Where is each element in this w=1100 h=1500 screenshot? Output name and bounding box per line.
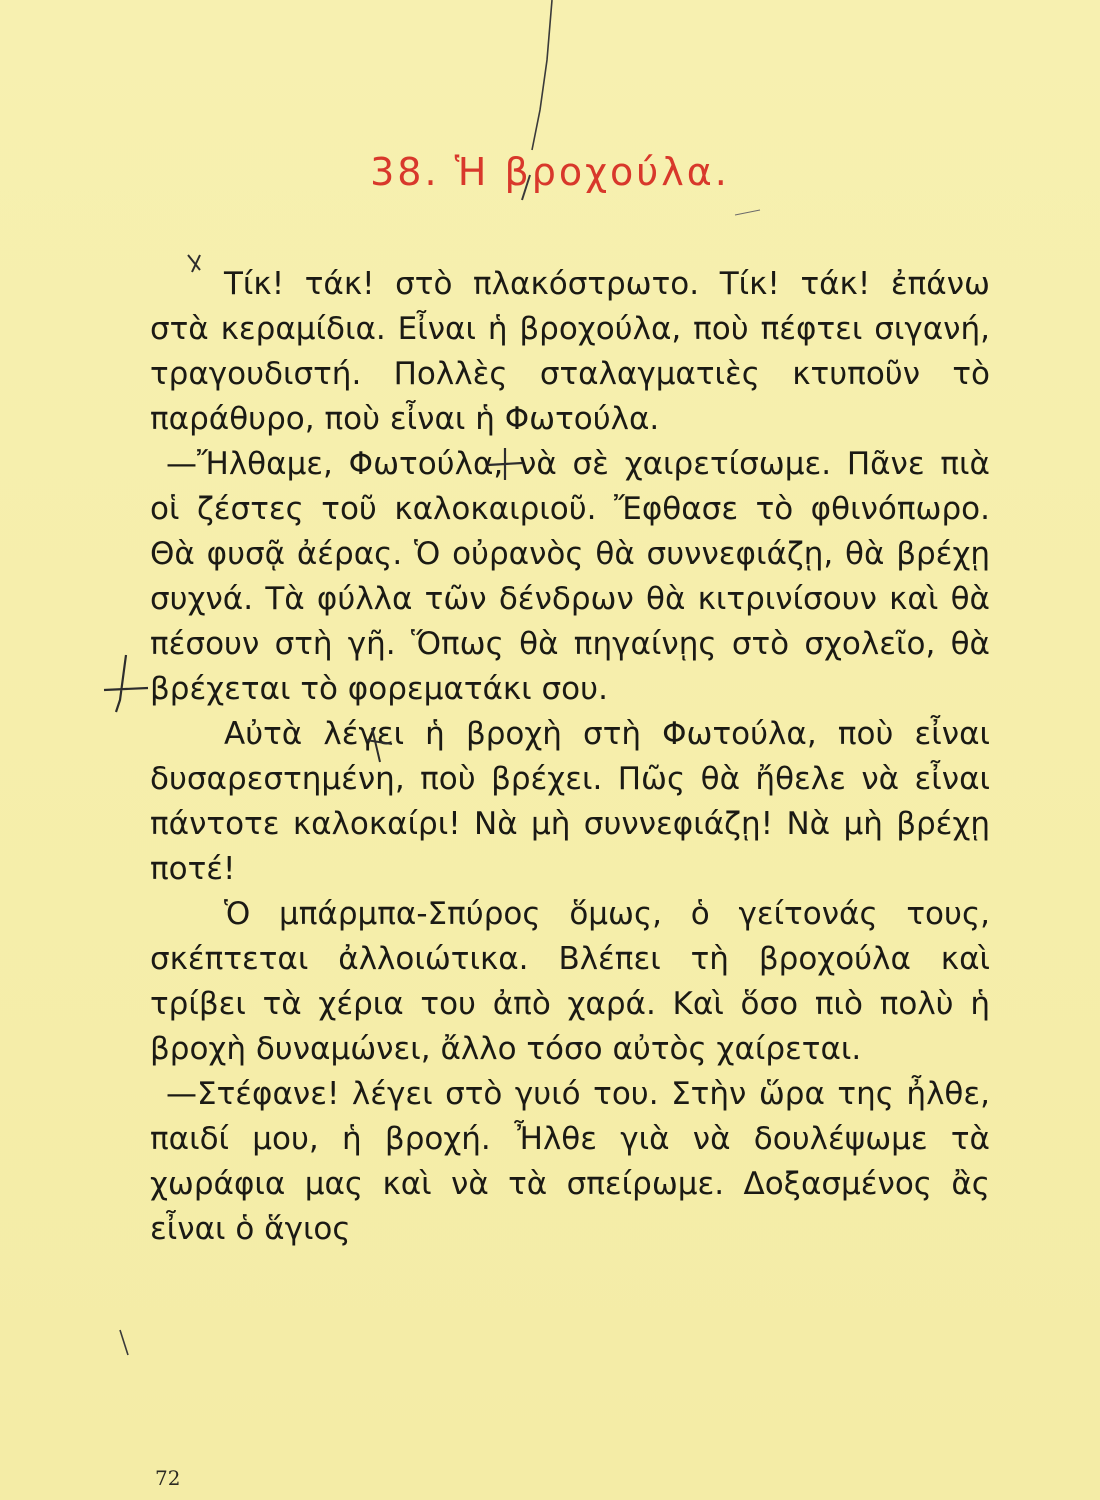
pencil-tick-left: [120, 1330, 128, 1355]
pencil-dagger-margin: [104, 655, 148, 712]
paragraph-3: Αὐτὰ λέγει ἡ βροχὴ στὴ Φωτούλα, ποὺ εἶναι δυσαρεστημένη, ποὺ βρέχει. Πῶς θὰ ἤθελε νὰ εἶναι πάντοτε καλοκαίρι! Νὰ μὴ συννεφιάζῃ! Νὰ μὴ βρέχῃ ποτέ!: [150, 716, 990, 887]
paragraph-2: —Ἤλθαμε, Φωτούλα, νὰ σὲ χαιρετίσωμε. Πᾶνε πιὰ οἱ ζέστες τοῦ καλοκαιριοῦ. Ἔφθασε τὸ φθινόπωρο. Θὰ φυσᾷ ἀέρας. Ὁ οὐρανὸς θὰ συννεφιάζῃ, θὰ βρέχῃ συχνά. Τὰ φύλλα τῶν δένδρων θὰ κιτρινίσουν καὶ θὰ πέσουν στὴ γῆ. Ὅπως θὰ πηγαίνῃς στὸ σχολεῖο, θὰ βρέχεται τὸ φορεματάκι σου.: [150, 446, 990, 707]
page-number: 72: [155, 1466, 181, 1490]
paragraph-1: Τίκ! τάκ! στὸ πλακόστρωτο. Τίκ! τάκ! ἐπάνω στὰ κεραμίδια. Εἶναι ἡ βροχούλα, ποὺ πέφτει σιγανή, τραγουδιστή. Πολλὲς σταλαγματιὲς κτυποῦν τὸ παράθυρο, ποὺ εἶναι ἡ Φωτούλα.: [150, 266, 990, 437]
body-text: [150, 262, 990, 1252]
paragraph-4: Ὁ μπάρμπα-Σπύρος ὅμως, ὁ γείτονάς τους, σκέπτεται ἀλλοιώτικα. Βλέπει τὴ βροχούλα καὶ τρίβει τὰ χέρια του ἀπὸ χαρά. Καὶ ὅσο πιὸ πολὺ ἡ βροχὴ δυναμώνει, ἄλλο τόσο αὐτὸς χαίρεται.: [150, 896, 990, 1067]
paragraph-5: —Στέφανε! λέγει στὸ γυιό του. Στὴν ὥρα της ἦλθε, παιδί μου, ἡ βροχή. Ἦλθε γιὰ νὰ δουλέψωμε τὰ χωράφια μας καὶ νὰ τὰ σπείρωμε. Δοξασμένος ἂς εἶναι ὁ ἅγιος: [150, 1076, 990, 1247]
pencil-stroke-top: [532, 0, 552, 150]
chapter-title: 38. Ἡ βροχούλα.: [370, 150, 730, 194]
pencil-line-right: [735, 210, 760, 215]
